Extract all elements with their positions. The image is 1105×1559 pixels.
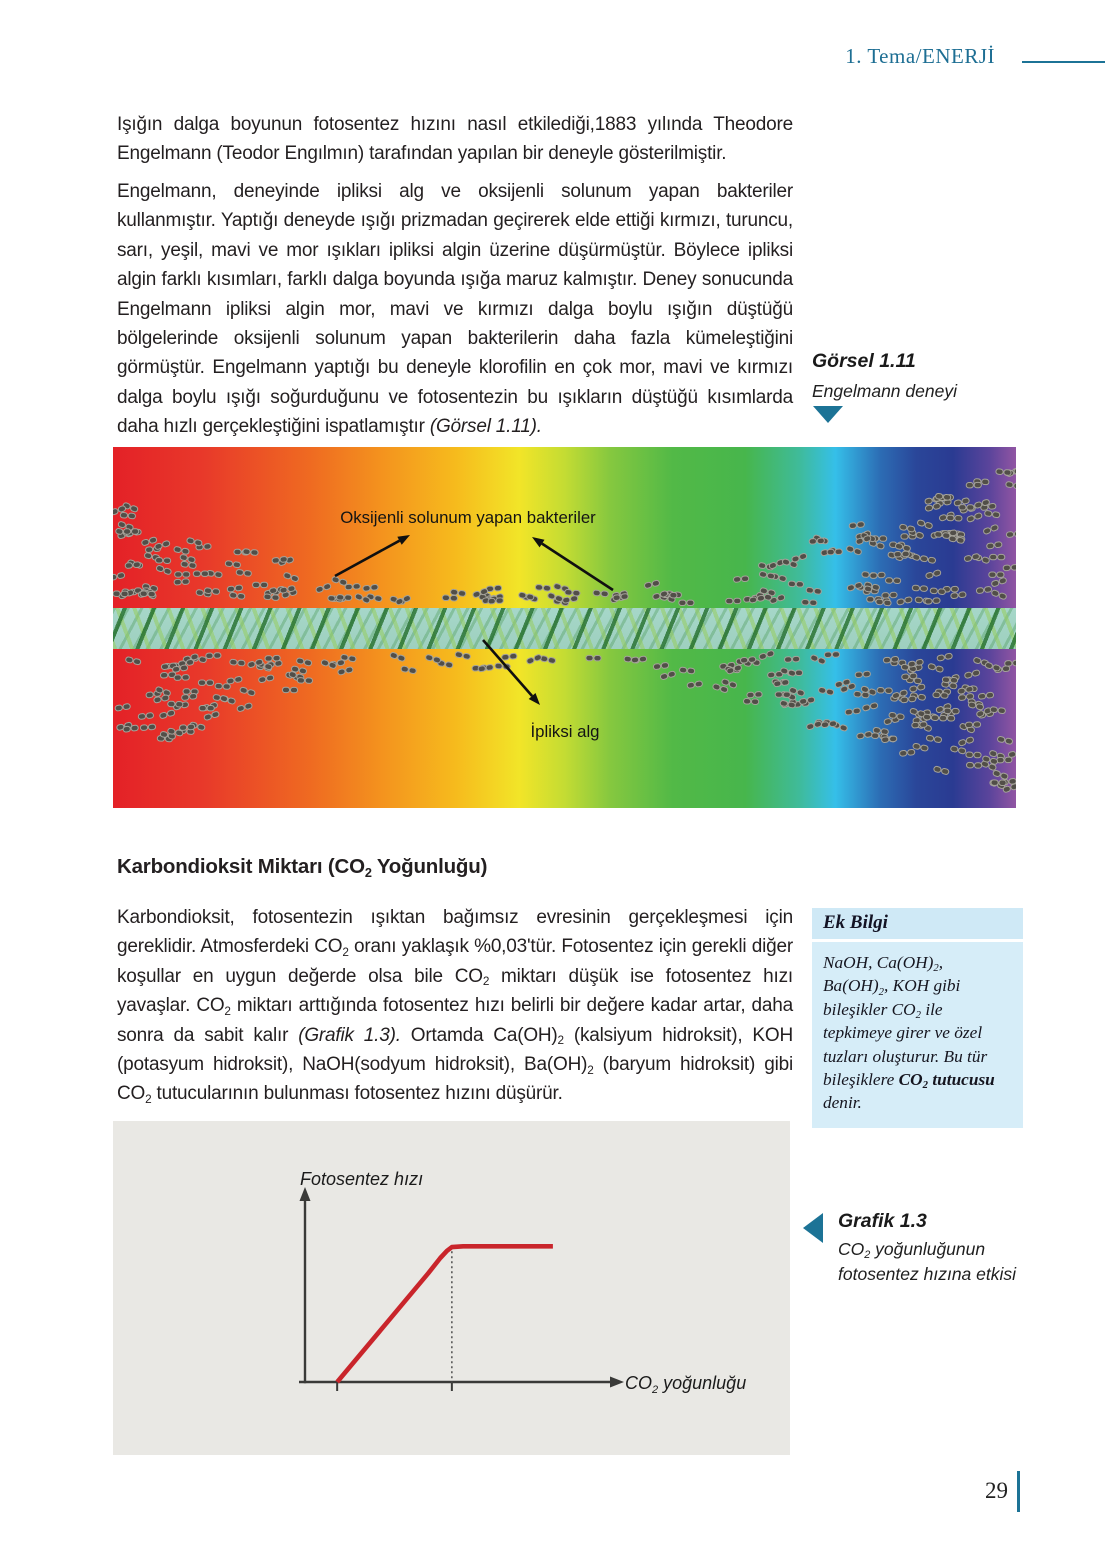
gorsel-title: Görsel 1.11 <box>812 350 916 372</box>
bacteria-label: Oksijenli solunum yapan bakteriler <box>340 508 596 527</box>
ek-bilgi-body: NaOH, $Ca(OH)_2$, $Ba(OH)_2$, KOH gibi bileşikler $CO_2$ ile tepkimeye girer ve özel tuzları oluşturur. Bu tür bileşiklere $CO_2$ tutucusu denir. <box>812 942 1023 1128</box>
paragraph-co2: Karbondioksit, fotosentezin ışıktan bağımsız evresinin gerçekleşmesi için gereklidir. Atmosferdeki $CO_2$ oranı yaklaşık %0,03'tür. Fotosentez için gerekli diğer koşullar en uygun değerde olsa bile $CO_2$ miktarı düşük ise fotosentez hızı yavaşlar. $CO_2$ miktarı arttığında fotosentez hızı belirli bir değere kadar artar, daha sonra da sabit kalır (Grafik 1.3). Ortamda $Ca(OH)_2$ (kalsiyum hidroksit), KOH (potasyum hidroksit), NaOH(sodyum hidroksit), $Ba(OH)_2$ (baryum hidroksit) gibi $CO_2$ tutucularının bulunması fotosentez hızını düşürür. <box>117 907 793 1106</box>
engelmann-figure <box>113 447 1016 808</box>
triangle-left-icon <box>803 1213 823 1243</box>
x-axis-label: $CO_2$ yoğunluğu <box>625 1373 747 1396</box>
triangle-down-icon <box>813 406 843 423</box>
ek-bilgi-title: Ek Bilgi <box>812 908 1023 939</box>
engelmann-figure-overlay <box>113 447 1016 808</box>
co2-photosynthesis-chart <box>113 1121 790 1455</box>
gorsel-caption: Engelmann deneyi <box>812 381 957 401</box>
footer-rule <box>1017 1471 1020 1512</box>
x-axis-ticks <box>337 1383 452 1391</box>
chart-axes <box>299 1200 611 1383</box>
paragraph-engelmann: Engelmann, deneyinde ipliksi alg ve oksijenli solunum yapan bakteriler kullanmıştır. Yaptığı deneyde ışığı prizmadan geçirerek elde ettiği kırmızı, turuncu, sarı, yeşil, mavi ve mor ışıkları ipliksi algin üzerine düşürmüştür. Böylece ipliksi algin farklı kısımları, farklı dalga boyunda ışığa maruz kalmıştır. Deney sonucunda Engelmann ipliksi algin mor, mavi ve kırmızı dalga boylu ışığın düştüğü bölgelerinde oksijenli solunum yapan bakterilerin daha fazla kümeleştiğini görmüştür. Engelmann yaptığı bu deneyle klorofilin en çok mor, mavi ve kırmızı dalga boylu ışığı soğurduğunu ve fotosentezin bu ışıkların düştüğü kısımlarda daha hızlı gerçekleştiğini ispatlamıştır (Görsel 1.11). <box>117 181 793 438</box>
grafik-caption: $CO_2$ yoğunluğunun fotosentez hızına etkisi <box>838 1239 1017 1284</box>
chart-panel <box>113 1121 790 1455</box>
ek-bilgi-box <box>812 908 1023 1128</box>
margin-note-grafik <box>838 1210 1023 1287</box>
photosynthesis-rate-curve <box>337 1246 553 1382</box>
margin-note-gorsel <box>812 350 1017 404</box>
page-header: 1. Tema/ENERJİ <box>845 44 995 68</box>
x-axis-arrow-icon <box>610 1377 624 1388</box>
section-heading: Karbondioksit Miktarı ($CO_2$ Yoğunluğu) <box>117 855 488 880</box>
y-axis-label: Fotosentez hızı <box>300 1169 424 1189</box>
paragraph-intro: Işığın dalga boyunun fotosentez hızını nasıl etkilediği,1883 yılında Theodore Engelmann (Teodor Engılmın) tarafından yapılan bir deneyle gösterilmiştir. <box>117 114 793 165</box>
label-arrows <box>335 535 613 705</box>
grafik-title: Grafik 1.3 <box>838 1210 927 1232</box>
y-axis-arrow-icon <box>300 1187 311 1201</box>
alga-label: İpliksi alg <box>530 722 600 741</box>
page-number: 29 <box>985 1478 1008 1503</box>
header-rule <box>1022 61 1105 63</box>
